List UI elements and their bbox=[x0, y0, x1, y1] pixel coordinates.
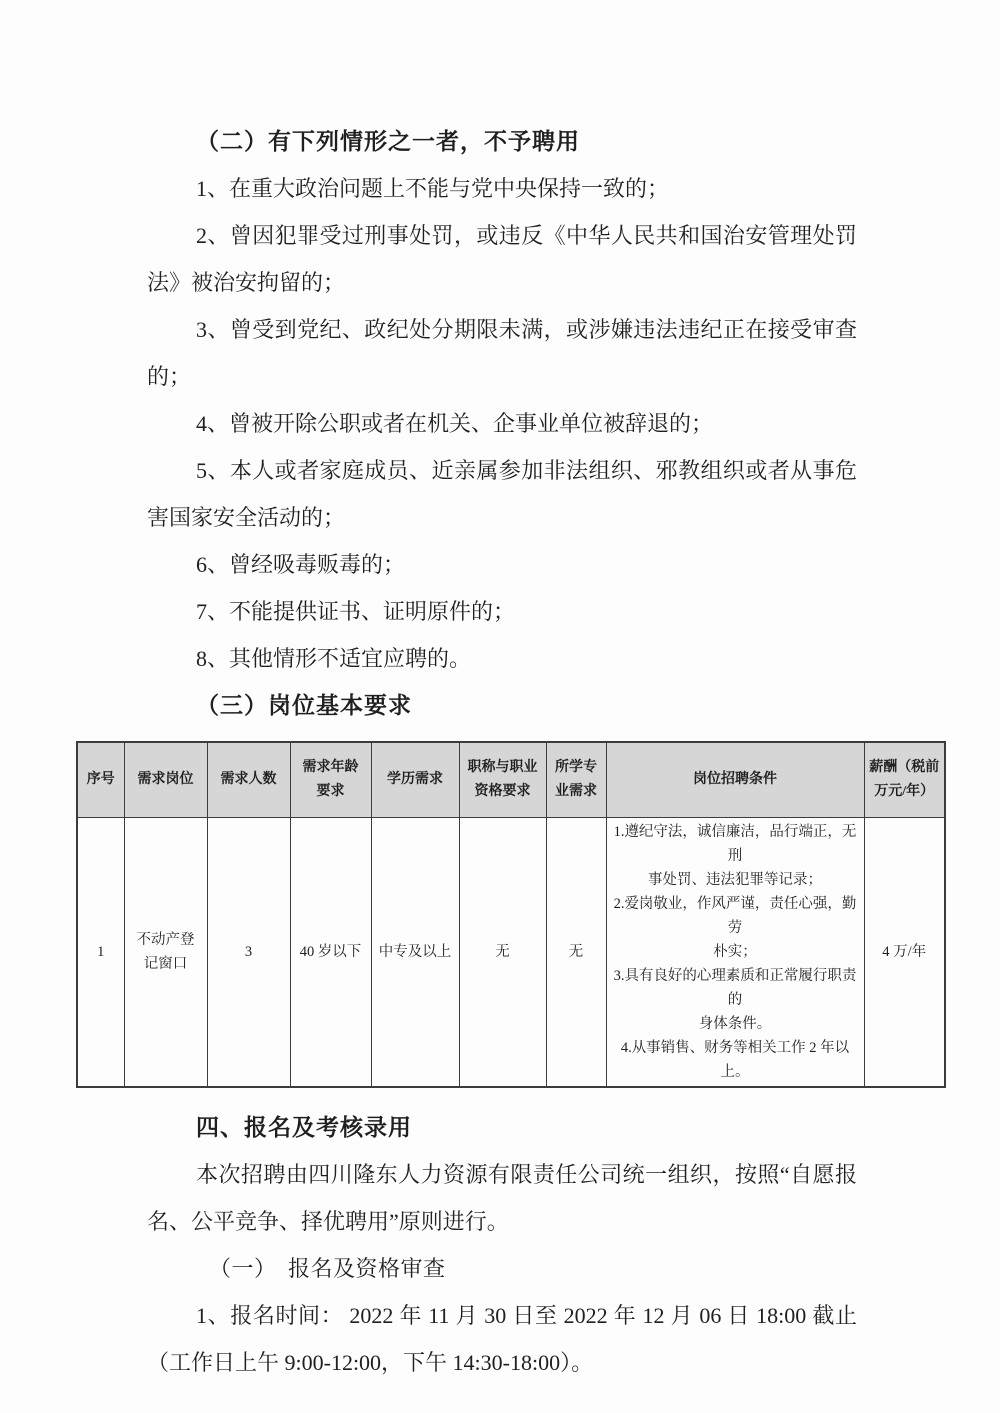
header-major-line2: 业需求 bbox=[555, 784, 597, 799]
cell-qualification: 无 bbox=[459, 818, 546, 1088]
section-4-heading: 四、报名及考核录用 bbox=[196, 1115, 412, 1140]
header-age-line1: 需求年龄 bbox=[302, 760, 359, 775]
cell-seq: 1 bbox=[77, 818, 124, 1088]
section-3 bbox=[147, 682, 857, 729]
header-seq: 序号 bbox=[77, 742, 124, 818]
header-count: 需求人数 bbox=[207, 742, 290, 818]
list-item-3: 3、曾受到党纪、政纪处分期限未满，或涉嫌违法违纪正在接受审查的； bbox=[147, 317, 857, 389]
list-item-6: 6、曾经吸毒贩毒的； bbox=[196, 552, 406, 577]
section-2-heading: （二）有下列情形之一者，不予聘用 bbox=[196, 129, 580, 154]
header-salary bbox=[864, 742, 945, 818]
cell-count: 3 bbox=[207, 818, 290, 1088]
header-conditions: 岗位招聘条件 bbox=[606, 742, 864, 818]
list-item-2: 2、曾因犯罪受过刑事处罚，或违反《中华人民共和国治安管理处罚法》被治安拘留的； bbox=[147, 223, 857, 295]
conditions-line-7: 4.从事销售、财务等相关工作 2 年以上。 bbox=[620, 1040, 850, 1080]
header-qualification bbox=[459, 742, 546, 818]
cell-education: 中专及以上 bbox=[371, 818, 459, 1088]
conditions-line-3: 2.爱岗敬业，作风严谨，责任心强，勤劳 bbox=[613, 896, 857, 936]
header-major-line1: 所学专 bbox=[555, 760, 597, 775]
header-age bbox=[290, 742, 371, 818]
conditions-line-5: 3.具有良好的心理素质和正常履行职责的 bbox=[613, 968, 857, 1008]
section-2 bbox=[147, 118, 857, 682]
section-4 bbox=[147, 1104, 857, 1386]
table-header-row bbox=[77, 742, 945, 818]
list-item-7: 7、不能提供证书、证明原件的； bbox=[196, 599, 516, 624]
header-major bbox=[546, 742, 606, 818]
registration-time-item: 1、报名时间： 2022 年 11 月 30 日至 2022 年 12 月 06 日 18:00 截止（工作日上午 9:00-12:00，下午 14:30-18:00）。 bbox=[147, 1303, 857, 1375]
cell-position-line2: 记窗口 bbox=[143, 956, 188, 972]
header-age-line2: 要求 bbox=[316, 784, 345, 799]
conditions-line-6: 身体条件。 bbox=[698, 1016, 772, 1032]
sub-section-1-heading: （一） 报名及资格审查 bbox=[209, 1256, 446, 1281]
section-3-heading: （三）岗位基本要求 bbox=[196, 693, 412, 718]
header-qualification-line2: 资格要求 bbox=[474, 784, 531, 799]
cell-salary: 4 万/年 bbox=[864, 818, 945, 1088]
cell-position bbox=[124, 818, 207, 1088]
conditions-line-2: 事处罚、违法犯罪等记录； bbox=[648, 872, 822, 888]
cell-position-line1: 不动产登 bbox=[136, 932, 195, 948]
header-qualification-line1: 职称与职业 bbox=[467, 760, 538, 775]
cell-age: 40 岁以下 bbox=[290, 818, 371, 1088]
list-item-8: 8、其他情形不适宜应聘的。 bbox=[196, 646, 472, 671]
table-row bbox=[77, 818, 945, 1088]
header-salary-line1: 薪酬（税前 bbox=[869, 760, 940, 775]
cell-major: 无 bbox=[546, 818, 606, 1088]
spacer bbox=[0, 1088, 1000, 1104]
list-item-4: 4、曾被开除公职或者在机关、企事业单位被辞退的； bbox=[196, 411, 714, 436]
requirements-table bbox=[76, 741, 946, 1088]
header-position: 需求岗位 bbox=[124, 742, 207, 818]
list-item-1: 1、在重大政治问题上不能与党中央保持一致的； bbox=[196, 176, 670, 201]
cell-conditions bbox=[606, 818, 864, 1088]
header-salary-line2: 万元/年） bbox=[874, 784, 935, 799]
conditions-line-1: 1.遵纪守法，诚信廉洁，品行端正，无刑 bbox=[613, 824, 857, 864]
section-4-intro: 本次招聘由四川隆东人力资源有限责任公司统一组织，按照“自愿报名、公平竞争、择优聘用”原则进行。 bbox=[147, 1162, 857, 1234]
list-item-5: 5、本人或者家庭成员、近亲属参加非法组织、邪教组织或者从事危害国家安全活动的； bbox=[147, 458, 857, 530]
header-education: 学历需求 bbox=[371, 742, 459, 818]
conditions-line-4: 朴实； bbox=[713, 944, 757, 960]
